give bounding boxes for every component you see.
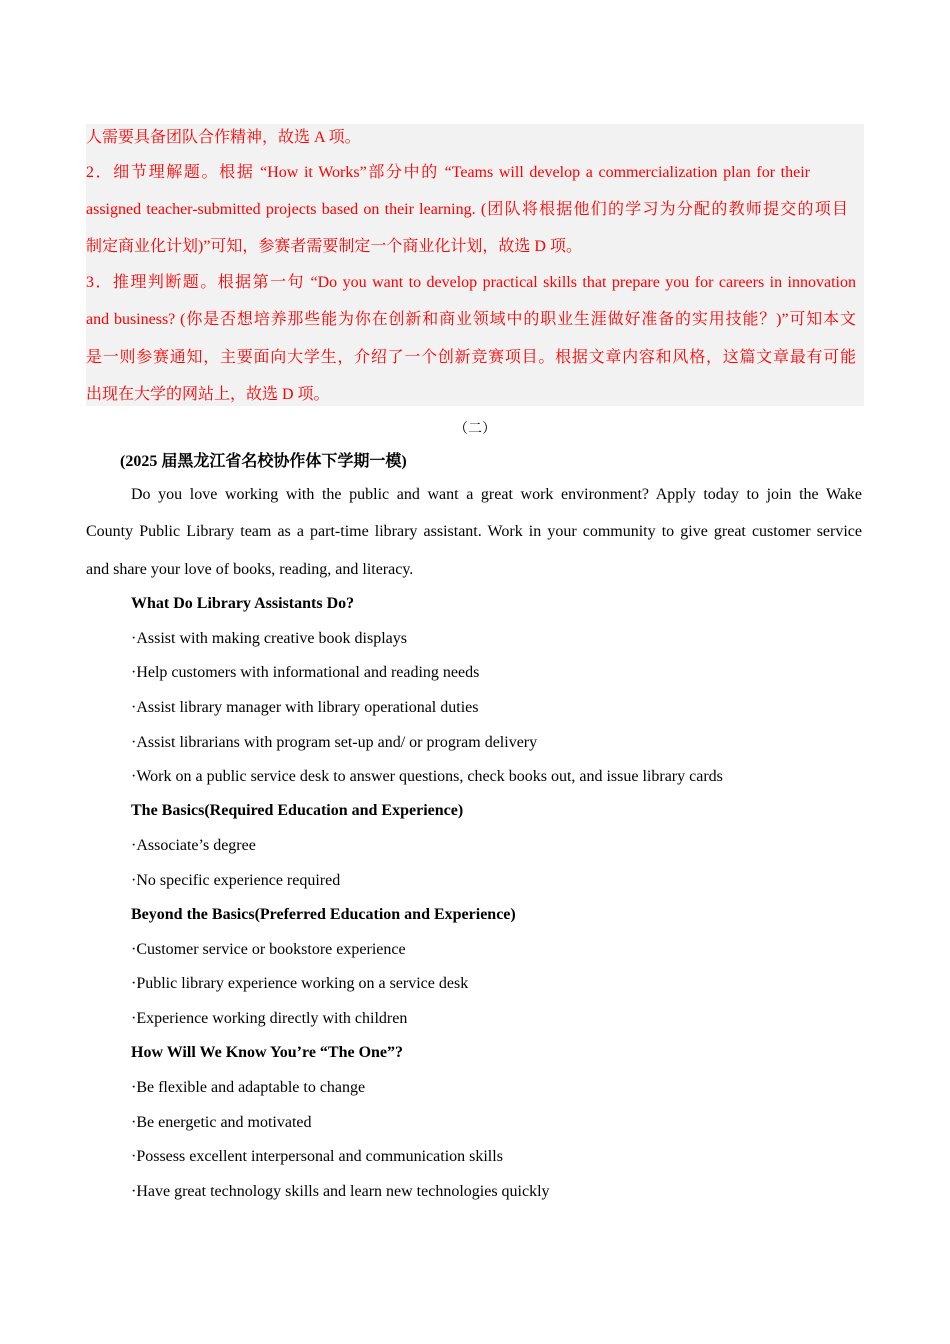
bullet-item: ·Assist library manager with library operational duties (131, 699, 479, 716)
bullet-item: ·Public library experience working on a service desk (131, 975, 469, 992)
bullet-item: ·Experience working directly with children (131, 1010, 408, 1027)
bullet-item: ·No specific experience required (131, 872, 341, 889)
bullet-item: ·Help customers with informational and reading needs (131, 664, 480, 681)
answer-line-8: 出现在大学的网站上，故选 D 项。 (86, 386, 330, 403)
answer-line-1: 人需要具备团队合作精神，故选 A 项。 (86, 129, 361, 146)
intro-line-3: and share your love of books, reading, and literacy. (86, 561, 414, 578)
bullet-item: ·Associate’s degree (131, 837, 256, 854)
bullet-item: ·Be flexible and adaptable to change (131, 1079, 366, 1096)
answer-line-3: assigned teacher-submitted projects based on their learning. (团队将根据他们的学习为分配的教师提交的项目 (86, 201, 848, 218)
section-heading-basics: The Basics(Required Education and Experience) (131, 802, 464, 819)
bullet-item: ·Assist librarians with program set-up and/ or program delivery (131, 734, 538, 751)
bullet-item: ·Be energetic and motivated (131, 1114, 312, 1131)
bullet-item: ·Possess excellent interpersonal and communication skills (131, 1148, 503, 1165)
source-note: (2025 届黑龙江省名校协作体下学期一模) (120, 453, 407, 470)
bullet-item: ·Have great technology skills and learn new technologies quickly (131, 1183, 550, 1200)
answer-line-2: 2．细节理解题。根据 “How it Works”部分中的 “Teams will develop a commercialization plan for their (86, 164, 810, 181)
section-heading-beyond-basics: Beyond the Basics(Preferred Education and Experience) (131, 906, 516, 923)
section-heading-duties: What Do Library Assistants Do? (131, 595, 355, 612)
bullet-item: ·Customer service or bookstore experience (131, 941, 406, 958)
bullet-item: ·Assist with making creative book displays (131, 630, 407, 647)
answer-line-7: 是一则参赛通知，主要面向大学生，介绍了一个创新竞赛项目。根据文章内容和风格，这篇文章最有可能 (86, 349, 856, 366)
section-heading-the-one: How Will We Know You’re “The One”? (131, 1044, 404, 1061)
bullet-item: ·Work on a public service desk to answer questions, check books out, and issue library cards (131, 768, 723, 785)
answer-line-4: 制定商业化计划)”可知，参赛者需要制定一个商业化计划，故选 D 项。 (86, 238, 582, 255)
section-marker: （二） (454, 422, 496, 437)
answer-line-6: and business? (你是否想培养那些能为你在创新和商业领域中的职业生涯做好准备的实用技能？)”可知本文 (86, 311, 856, 328)
intro-line-2: County Public Library team as a part-time library assistant. Work in your community to give great customer service (86, 523, 862, 540)
intro-line-1: Do you love working with the public and want a great work environment? Apply today to join the Wake (131, 486, 862, 503)
answer-line-5: 3．推理判断题。根据第一句 “Do you want to develop practical skills that prepare you for careers in innovation (86, 274, 856, 291)
